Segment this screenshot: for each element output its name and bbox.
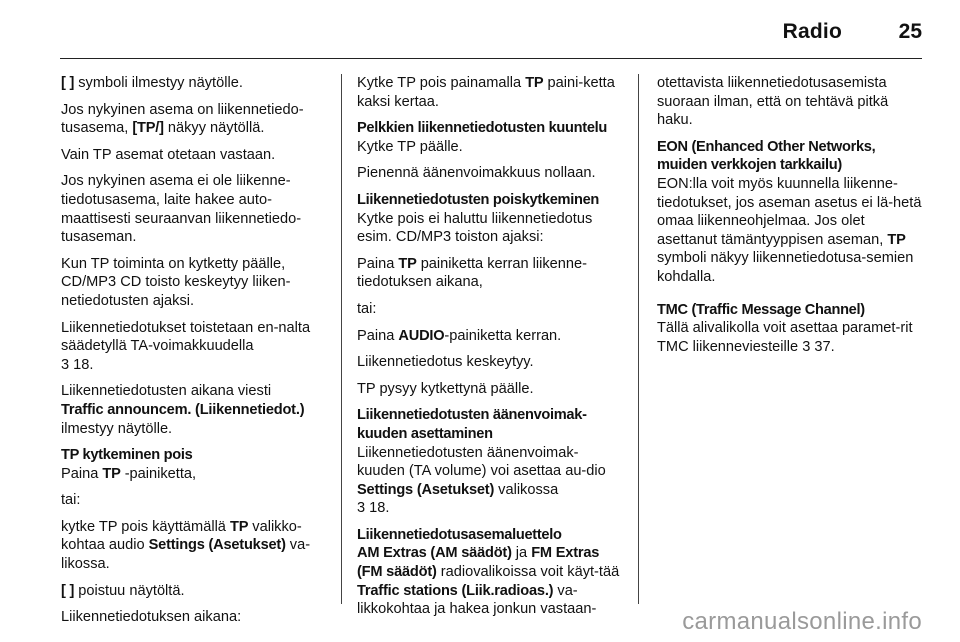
section-heading: TMC (Traffic Message Channel): [657, 301, 865, 318]
text-column-2: [357, 74, 622, 627]
column-divider-2: [638, 74, 639, 604]
text-column-3: [657, 74, 925, 364]
paragraph: otettavista liikennetiedotusasemista suoraan ilman, että on tehtävä pitkä haku.: [657, 75, 889, 129]
section-heading: Liikennetiedotusten äänenvoimak-kuuden asettaminen: [357, 407, 587, 442]
watermark: carmanualsonline.info: [682, 608, 922, 635]
paragraph: Vain TP asemat otetaan vastaan.: [61, 146, 276, 163]
section-heading: Liikennetiedotusten poiskytkeminen: [357, 191, 599, 208]
page-header: [0, 0, 960, 60]
paragraph: Jos nykyinen asema ei ole liikenne-tiedotusasema, laite hakee auto-maattisesti seuraanvan liikennetiedo-tusaseman.: [61, 173, 302, 246]
page-reference-link[interactable]: 3 37.: [802, 338, 835, 355]
paragraph: Jos nykyinen asema on liikennetiedo-tusasema, [TP/] näkyy näytöllä.: [61, 101, 304, 137]
page-number: 25: [898, 20, 922, 43]
paragraph: Kytke pois ei haluttu liikennetiedotus esim. CD/MP3 toiston ajaksi:: [357, 210, 593, 246]
section-heading: Liikennetiedotusasemaluettelo: [357, 526, 562, 543]
paragraph: [ ] symboli ilmestyy näytölle.: [61, 75, 243, 91]
column-divider-1: [341, 74, 342, 604]
paragraph: kytke TP pois käyttämällä TP valikko-kohtaa audio Settings (Asetukset) va-likossa.: [61, 518, 311, 573]
paragraph: Kun TP toiminta on kytketty päälle, CD/MP3 CD toisto keskeytyy liiken-netiedotusten ajaksi.: [61, 255, 291, 309]
paragraph: tai:: [357, 300, 377, 317]
section-heading: TP kytkeminen pois: [61, 447, 193, 464]
paragraph: Liikennetiedotuksen aikana:: [61, 609, 242, 626]
paragraph: Kytke TP pois painamalla TP paini-ketta kaksi kertaa.: [357, 75, 615, 110]
page-reference-link[interactable]: 3 18.: [61, 356, 94, 373]
paragraph: AM Extras (AM säädöt) ja FM Extras (FM säädöt) radiovalikoissa voit käyt-tää Traffic stations (Liik.radioas.) va-likkokohtaa ja hakea jonkun vastaan-: [357, 545, 620, 618]
page-reference-link[interactable]: 3 18.: [357, 500, 390, 517]
paragraph: Paina TP painiketta kerran liikenne-tiedotuksen aikana,: [357, 255, 587, 291]
paragraph: Kytke TP päälle.: [357, 138, 463, 155]
paragraph: TP pysyy kytkettynä päälle.: [357, 380, 534, 397]
paragraph: Liikennetiedotusten aikana viesti Traffic announcem. (Liikennetiedot.) ilmestyy näytölle.: [61, 383, 305, 437]
paragraph: Tällä alivalikolla voit asettaa paramet-rit TMC liikenneviesteille 3 37.: [657, 320, 913, 355]
section-heading: Pelkkien liikennetiedotusten kuuntelu: [357, 120, 608, 137]
paragraph: Paina TP -painiketta,: [61, 465, 197, 482]
paragraph: Liikennetiedotukset toistetaan en-nalta säädetyllä TA-voimakkuudella 3 18.: [61, 319, 311, 373]
paragraph: [ ] poistuu näytöltä.: [61, 582, 185, 599]
paragraph: Pienennä äänenvoimakkuus nollaan.: [357, 165, 596, 182]
paragraph: tai:: [61, 492, 81, 509]
paragraph: Paina AUDIO-painiketta kerran.: [357, 327, 562, 344]
paragraph: Liikennetiedotusten äänenvoimak-kuuden (TA volume) voi asettaa au-dio Settings (Asetukset) valikossa 3 18.: [357, 444, 606, 517]
page-title: Radio: [782, 20, 842, 43]
paragraph: Liikennetiedotus keskeytyy.: [357, 354, 534, 371]
paragraph: EON:lla voit myös kuunnella liikenne-tiedotukset, jos aseman asetus ei lä-hetä omaa liikenneohjelmaa. Jos olet asettanut tämäntyyppisen aseman, TP symboli näkyy liikennetiedotusa-semien kohdalla.: [657, 175, 922, 285]
text-column-1: [61, 74, 323, 635]
header-divider: [60, 58, 922, 59]
section-heading: EON (Enhanced Other Networks, muiden verkkojen tarkkailu): [657, 138, 876, 174]
